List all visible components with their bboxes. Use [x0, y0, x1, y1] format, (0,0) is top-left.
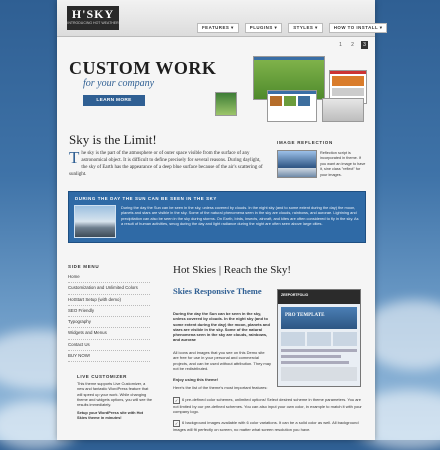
nav-how-to-install[interactable]: HOW TO INSTALL ▾: [329, 23, 388, 33]
reflection-image: [277, 150, 317, 178]
side-menu-item-hotstart[interactable]: HotStart Setup (with demo): [68, 295, 150, 306]
section-title: Skies Responsive Theme: [173, 286, 262, 296]
feature-item-1: [173, 397, 363, 414]
pager-3[interactable]: 3: [361, 41, 368, 49]
intro-body: he sky is the part of the atmosphere or of outer space visible from the surface of any astronomical object. It is difficult to define precisely for several reasons. During daylight, the sky of Earth has the appearance of a deep blue surface because of the air's scattering of sunlight.: [69, 151, 263, 177]
side-menu-heading: SIDE MENU: [68, 264, 100, 269]
hero-screenshot-bottom: [322, 98, 364, 122]
side-menu-item-customization[interactable]: Customization and Unlimited Colors: [68, 283, 150, 294]
main-bold-text: During the day the Sun can be seen in the sky, unless covered by clouds. In the night sky (and to some extent during the day) the moon, planets and stars are visible in the sky. Some of the natural phenomena seen in the sky are clouds, rainbows, and aurorae: [173, 311, 270, 343]
pager-2[interactable]: 2: [351, 42, 354, 48]
sun-info-text: During the day the Sun can be seen in the sky, unless covered by clouds. In the night sky (and to some extent during the day) the moon, planets and stars are visible in the sky. Some of the natural phenomena seen in the sky are clouds, rainbows, and aurorae. Lightning and precipitation can also be seen in the sky during storms. On Earth, birds, insects, aircraft, and kites are often considered to fly in the sky. As a result of human activities, smog during the day and light radiance during the night are often seen above large cities.: [121, 205, 359, 227]
main-text-2: All icons and images that you see on this Demo site are free for use in your personal and commercial projects, and can be used without attribution. They may not be redistributed.: [173, 350, 271, 371]
side-menu-item-widgets[interactable]: Widgets and Menus: [68, 328, 150, 339]
features-intro: Here's the list of the theme's most important features:: [173, 385, 268, 390]
hero-subtitle: for your company: [83, 78, 155, 89]
learn-more-button[interactable]: LEARN MORE: [83, 95, 145, 106]
side-menu: [68, 272, 150, 362]
intro-title: Sky is the Limit!: [69, 132, 157, 147]
pager-1[interactable]: 1: [339, 42, 342, 48]
mock-tagline: PRO TEMPLATE: [285, 313, 325, 318]
slider-pager: [337, 41, 368, 49]
hero-title: CUSTOM WORK: [69, 58, 217, 78]
nav-plugins[interactable]: PLUGINS ▾: [245, 23, 282, 33]
checkbox-icon: ✓: [174, 398, 179, 403]
sun-info-heading: DURING THE DAY THE SUN CAN BE SEEN IN THE SKY: [75, 196, 217, 201]
dropcap: T: [69, 148, 80, 167]
live-customizer-text: This theme supports Live Customizer, a new and fantastic WordPress feature that will speed up your work. While changing theme and widgets options, you will see the results immediately.: [77, 381, 153, 408]
site-logo[interactable]: [67, 6, 119, 30]
nav-features[interactable]: FEATURES ▾: [197, 23, 239, 33]
theme-page: [57, 0, 383, 440]
sun-info-box: [68, 191, 366, 243]
live-customizer-heading: LIVE CUSTOMIZER: [77, 374, 127, 379]
side-menu-item-seo[interactable]: SEO Friendly: [68, 306, 150, 317]
main-title: Hot Skies | Reach the Sky!: [173, 264, 291, 276]
mock-brand: ZEEPORTFOLIO: [281, 293, 309, 297]
logo-title: H'SKY: [71, 7, 115, 21]
reflection-heading: IMAGE REFLECTION: [277, 140, 333, 145]
feature-item-2: [173, 420, 363, 432]
reflection-text: Reflection script is incorporated in theme. If you want an image to have it, sine class "reflect" for your images.: [320, 151, 366, 177]
side-menu-item-home[interactable]: Home: [68, 272, 150, 283]
mountain-image: [74, 205, 116, 238]
main-nav: [197, 23, 387, 32]
intro-text: [69, 150, 265, 178]
checkbox-icon: ✓: [174, 421, 179, 426]
side-menu-item-typography[interactable]: Typography: [68, 317, 150, 328]
hero-screenshot-small: [215, 92, 237, 116]
side-menu-item-contact[interactable]: Contact Us: [68, 340, 150, 351]
feature-1-text: 6 pre-defined color schemes, unlimited options! Select desired scheme in theme parameters. You are not limited by our pre-defined schemes. You can also input your own color, in example to match it with your company logo.: [173, 397, 362, 415]
side-menu-item-buy-now[interactable]: BUY NOW!: [68, 351, 150, 362]
logo-tagline: INTRODUCING HOT WEATHER: [67, 21, 119, 25]
header-bar: [57, 0, 383, 37]
nav-styles[interactable]: STYLES ▾: [288, 23, 323, 33]
feature-2-text: 6 background images available with 6 color variations. It can be a solid color as well. All background images will fit perfectly on screen, no matter what screen resolution you have.: [173, 420, 359, 432]
live-customizer-note: Setup your WordPress site with Hot Skies theme in minutes!: [77, 410, 144, 421]
theme-preview-image: [277, 289, 361, 387]
hero-screenshot-center: [267, 90, 317, 122]
enjoy-text: Enjoy using this theme!: [173, 377, 219, 382]
